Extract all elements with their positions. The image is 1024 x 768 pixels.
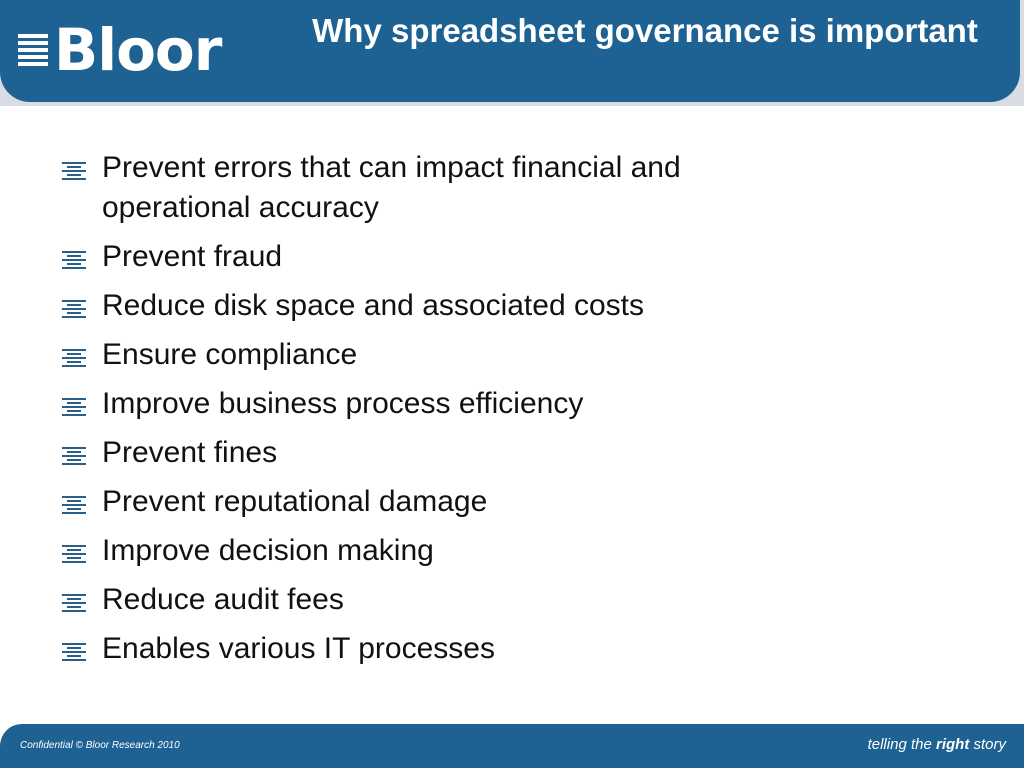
bullet-text: Improve business process efficiency <box>102 387 584 420</box>
bullet-item <box>60 531 800 571</box>
bloor-bars-icon <box>62 300 86 320</box>
bloor-logo <box>18 16 258 84</box>
header-bar <box>0 0 1020 102</box>
bloor-bars-icon <box>62 349 86 369</box>
bloor-bars-icon <box>62 496 86 516</box>
bullet-text: Improve decision making <box>102 534 434 567</box>
bullet-item <box>60 482 800 522</box>
bullet-item <box>60 335 800 375</box>
bloor-bars-icon <box>62 398 86 418</box>
bloor-bars-icon <box>62 545 86 565</box>
footer <box>0 724 1024 768</box>
bullet-item <box>60 580 800 620</box>
bullet-item <box>60 629 800 669</box>
bloor-bars-icon <box>62 643 86 663</box>
bullet-text: Prevent errors that can impact financial and operational accuracy <box>102 151 681 224</box>
bloor-bars-icon <box>62 594 86 614</box>
bloor-bars-icon <box>62 251 86 271</box>
bullet-text: Prevent fines <box>102 436 278 469</box>
bullet-text: Prevent reputational damage <box>102 485 488 518</box>
bullet-text: Ensure compliance <box>102 338 358 371</box>
tagline <box>868 736 1006 753</box>
bullet-text: Reduce disk space and associated costs <box>102 289 644 322</box>
bloor-bars-icon <box>62 162 86 182</box>
slide-title: Why spreadsheet governance is important <box>312 12 978 49</box>
bloor-bars-icon <box>62 447 86 467</box>
logo-text: Bloor <box>54 16 222 84</box>
bullet-text: Enables various IT processes <box>102 632 495 665</box>
bullet-text: Prevent fraud <box>102 240 283 273</box>
bullet-item <box>60 148 800 228</box>
tagline-bold: right <box>935 736 970 753</box>
tagline-post: story <box>973 736 1006 753</box>
tagline-pre: telling the <box>867 736 932 753</box>
bullet-text: Reduce audit fees <box>102 583 344 616</box>
confidential-notice: Confidential © Bloor Research 2010 <box>20 740 180 751</box>
bullet-item <box>60 286 800 326</box>
bullet-list <box>60 148 800 678</box>
bullet-item <box>60 237 800 277</box>
header <box>0 0 1024 106</box>
logo-bars-icon <box>18 34 48 69</box>
bullet-item <box>60 384 800 424</box>
bullet-item <box>60 433 800 473</box>
